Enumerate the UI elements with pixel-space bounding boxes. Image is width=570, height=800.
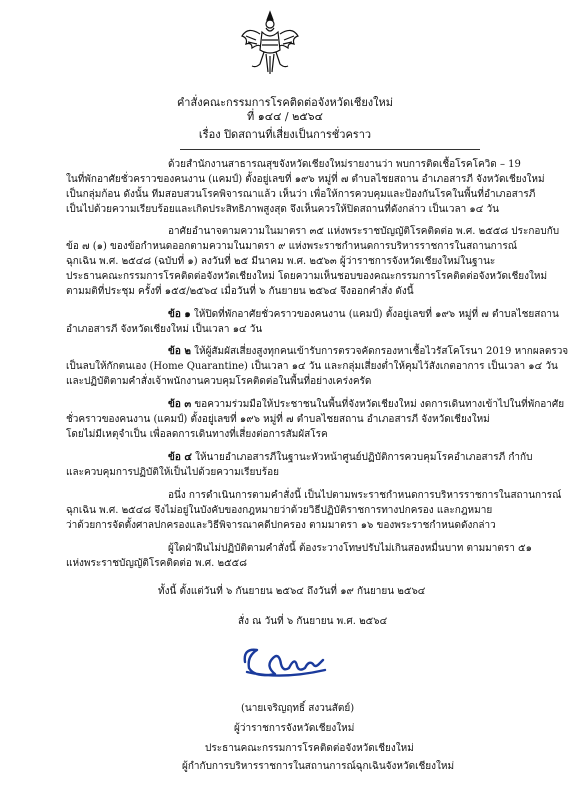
header-divider (180, 149, 480, 150)
effective-date: ทั้งนี้ ตั้งแต่วันที่ ๖ กันยายน ๒๕๖๔ ถึงวันที่ ๑๙ กันยายน ๒๕๖๔ (158, 586, 426, 597)
para2-line: ประธานคณะกรรมการโรคติดต่อจังหวัดเชียงใหม่ โดยความเห็นชอบของคณะกรรมการโรคติดต่อจังหวัดเชียงใหม่ (66, 271, 548, 282)
clause3-label: ข้อ ๓ (168, 399, 192, 410)
para1-line: เป็นไปด้วยความเรียบร้อยและเกิดประสิทธิภาพสูงสุด จึงเห็นควรให้ปิดสถานที่ดังกล่าว เป็นเวลา ๑๔ วัน (66, 204, 499, 215)
para-other-line: ว่าด้วยการจัดตั้งศาลปกครองและวิธีพิจารณาคดีปกครอง ตามมาตรา ๑๖ ของพระราชกำหนดดังกล่าว (66, 520, 496, 531)
signer-title: ประธานคณะกรรมการโรคติดต่อจังหวัดเชียงใหม่ (205, 743, 414, 754)
signer-title: ผู้ว่าราชการจังหวัดเชียงใหม่ (234, 723, 355, 734)
para1-line: ในที่พักอาศัยชั่วคราวของคนงาน (แคมป์) ตั้งอยู่เลขที่ ๑๙๖ หมู่ที่ ๗ ตำบลไชยสถาน อำเภอสารภี จังหวัดเชียงใหม่ (66, 174, 545, 185)
para-other-line: อนึ่ง การดำเนินการตามคำสั่งนี้ เป็นไปตามพระราชกำหนดการบริหารราชการในสถานการณ์ (168, 490, 562, 501)
para2-line: ฉุกเฉิน พ.ศ. ๒๕๔๘ (ฉบับที่ ๑) ลงวันที่ ๒๕ มีนาคม พ.ศ. ๒๕๖๓ ผู้ว่าราชการจังหวัดเชียงใหม่ในฐานะ (66, 256, 496, 267)
order-subject: เรื่อง ปิดสถานที่เสี่ยงเป็นการชั่วคราว (198, 128, 372, 141)
para1-line: ด้วยสำนักงานสาธารณสุขจังหวัดเชียงใหม่รายงานว่า พบการติดเชื้อโรคโควิด – 19 (168, 159, 521, 170)
order-date: สั่ง ณ วันที่ ๖ กันยายน พ.ศ. ๒๕๖๔ (238, 616, 388, 627)
clause3-line (168, 398, 564, 411)
clause2-text: ให้ผู้สัมผัสเสี่ยงสูงทุกคนเข้ารับการตรวจคัดกรองหาเชื้อไวรัสโคโรนา 2019 หากผลตรวจ (190, 346, 569, 357)
para-other-line: ฉุกเฉิน พ.ศ. ๒๕๔๘ จึงไม่อยู่ในบังคับของกฎหมายว่าด้วยวิธีปฏิบัติราชการทางปกครอง และกฎหมาย (66, 505, 493, 516)
signer-name: (นายเจริญฤทธิ์ สงวนสัตย์) (241, 703, 355, 714)
signer-title: ผู้กำกับการบริหารราชการในสถานการณ์ฉุกเฉินจังหวัดเชียงใหม่ (182, 761, 455, 772)
penalty-line: แห่งพระราชบัญญัติโรคติดต่อ พ.ศ. ๒๕๕๘ (66, 558, 247, 569)
clause2-label: ข้อ ๒ (168, 346, 191, 357)
para2-line: ข้อ ๗ (๑) ของข้อกำหนดออกตามความในมาตรา ๙ แห่งพระราชกำหนดการบริหารราชการในสถานการณ์ (66, 241, 517, 252)
penalty-line: ผู้ใดฝ่าฝืนไม่ปฏิบัติตามคำสั่งนี้ ต้องระวางโทษปรับไม่เกินสองหมื่นบาท ตามมาตรา ๕๑ (168, 543, 532, 554)
clause1-line: อำเภอสารภี จังหวัดเชียงใหม่ เป็นเวลา ๑๔ วัน (66, 324, 263, 335)
clause3-line: ชั่วคราวของคนงาน (แคมป์) ตั้งอยู่เลขที่ ๑๙๖ หมู่ที่ ๗ ตำบลไชยสถาน อำเภอสารภี จังหวัดเชียงใหม่ (66, 414, 490, 425)
clause4-line: และควบคุมการปฏิบัติให้เป็นไปด้วยความเรียบร้อย (66, 467, 279, 478)
clause1-text: ให้ปิดที่พักอาศัยชั่วคราวของคนงาน (แคมป์) ตั้งอยู่เลขที่ ๑๙๖ หมู่ที่ ๗ ตำบลไชยสถาน (190, 309, 559, 320)
order-number: ที่ ๑๔๔ / ๒๕๖๔ (247, 110, 323, 123)
clause2-line (168, 345, 568, 358)
clause4-label: ข้อ ๔ (168, 452, 192, 463)
para2-line: อาศัยอำนาจตามความในมาตรา ๓๕ แห่งพระราชบัญญัติโรคติดต่อ พ.ศ. ๒๕๕๘ ประกอบกับ (168, 226, 560, 237)
clause1-line (168, 308, 559, 321)
clause1-label: ข้อ ๑ (168, 309, 191, 320)
order-title: คำสั่งคณะกรรมการโรคติดต่อจังหวัดเชียงใหม่ (176, 96, 394, 109)
clause4-line (168, 451, 532, 464)
para2-line: ตามมติที่ประชุม ครั้งที่ ๑๕๕/๒๕๖๔ เมื่อวันที่ ๖ กันยายน ๒๕๖๔ จึงออกคำสั่ง ดังนี้ (66, 286, 414, 297)
clause2-line: เป็นลบให้กักตนเอง (Home Quarantine) เป็นเวลา ๑๔ วัน และกลุ่มเสี่ยงต่ำให้คุมไว้สังเกตอาการ เป็นเวลา ๑๔ วัน (66, 361, 558, 372)
para1-line: เป็นกลุ่มก้อน ดังนั้น ทีมสอบสวนโรคพิจารณาแล้ว เห็นว่า เพื่อให้การควบคุมและป้องกันโรคในพื้นที่อำเภอสารภี (66, 189, 536, 200)
clause3-text: ขอความร่วมมือให้ประชาชนในพื้นที่จังหวัดเชียงใหม่ งดการเดินทางเข้าไปในที่พักอาศัย (191, 399, 565, 410)
clause2-line: และปฏิบัติตามคำสั่งเจ้าพนักงานควบคุมโรคติดต่อในพื้นที่อย่างเคร่งครัด (66, 376, 372, 387)
clause4-text: ให้นายอำเภอสารภีในฐานะหัวหน้าศูนย์ปฏิบัติการควบคุมโรคอำเภอสารภี กำกับ (191, 452, 533, 463)
garuda-emblem-icon (240, 10, 300, 76)
signature-icon (235, 642, 331, 682)
clause3-line: โดยไม่มีเหตุจำเป็น เพื่อลดการเดินทางที่เสี่ยงต่อการสัมผัสโรค (66, 429, 328, 440)
